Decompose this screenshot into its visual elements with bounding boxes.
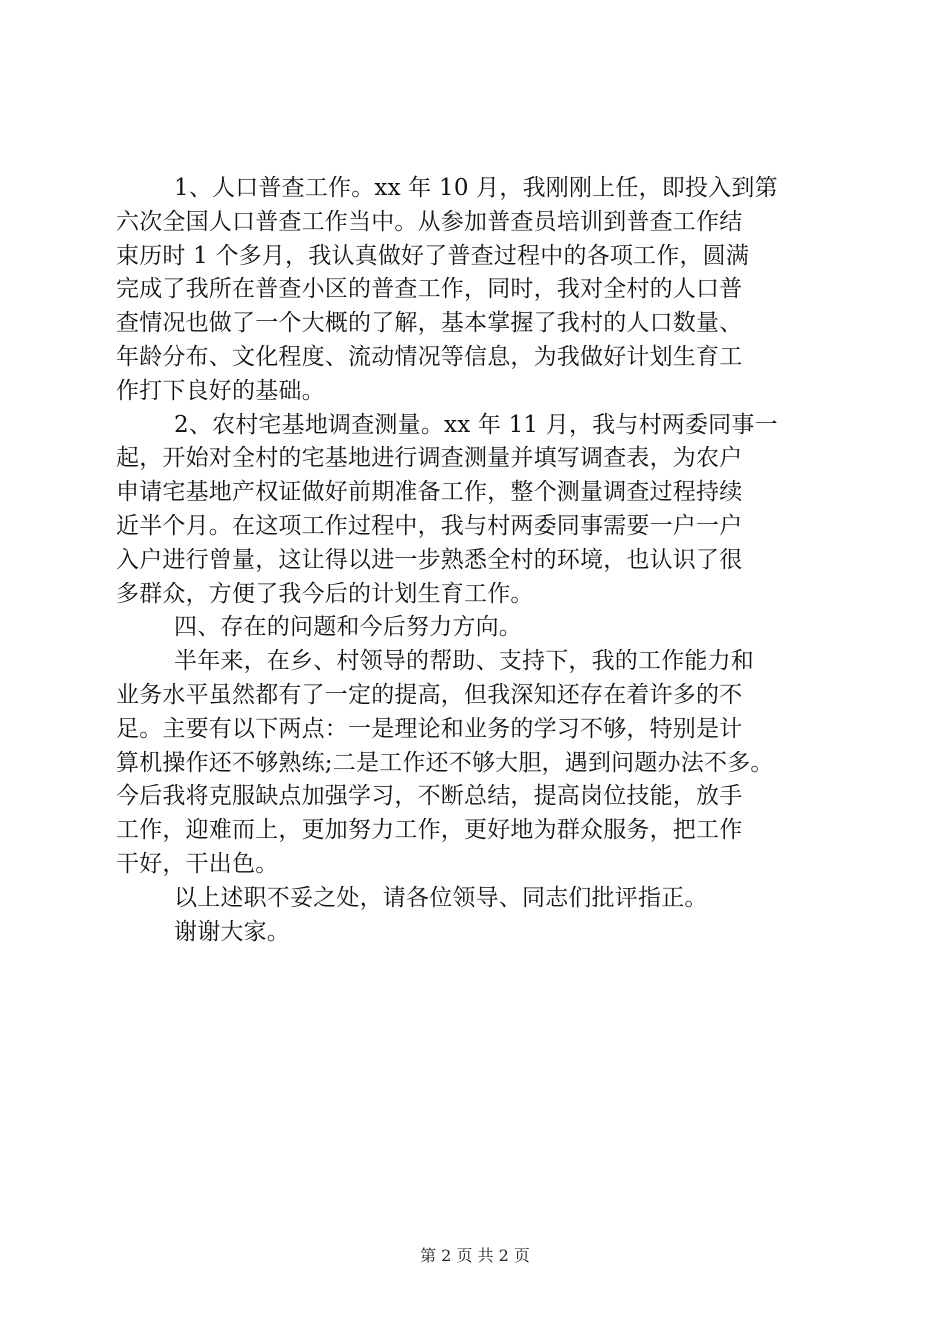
text-line: 今后我将克服缺点加强学习，不断总结，提高岗位技能，放手: [116, 783, 743, 810]
text-line: 查情况也做了一个大概的了解，基本掌握了我村的人口数量、: [116, 310, 743, 337]
text-line: 作打下良好的基础。: [116, 377, 325, 404]
text-line: 半年来，在乡、村领导的帮助、支持下，我的工作能力和: [174, 648, 754, 675]
text-line: 完成了我所在普查小区的普查工作，同时，我对全村的人口普: [116, 276, 743, 303]
text-line: 近半个月。在这项工作过程中，我与村两委同事需要一户一户: [116, 512, 743, 539]
text-line: 申请宅基地产权证做好前期准备工作，整个测量调查过程持续: [116, 479, 743, 506]
text-line: 起，开始对全村的宅基地进行调查测量并填写调查表，为农户: [116, 445, 743, 472]
text-line: 算机操作还不够熟练;二是工作还不够大胆，遇到问题办法不多。: [116, 749, 774, 776]
text-line: 入户进行曾量，这让得以进一步熟悉全村的环境，也认识了很: [116, 546, 743, 573]
text-line: 四、存在的问题和今后努力方向。: [174, 614, 522, 641]
text-line: 1、人口普查工作。xx 年 10 月，我刚刚上任，即投入到第: [174, 175, 778, 201]
text-line: 业务水平虽然都有了一定的提高，但我深知还存在着许多的不: [116, 681, 743, 708]
text-line: 足。主要有以下两点：一是理论和业务的学习不够，特别是计: [116, 715, 743, 742]
text-line: 多群众，方便了我今后的计划生育工作。: [116, 580, 534, 607]
text-line: 干好，干出色。: [116, 850, 279, 877]
text-line: 六次全国人口普查工作当中。从参加普查员培训到普查工作结: [116, 208, 743, 235]
document-body: [116, 172, 836, 949]
text-line: 2、农村宅基地调查测量。xx 年 11 月，我与村两委同事一: [174, 411, 778, 438]
text-line: 谢谢大家。: [174, 918, 290, 945]
text-line: 工作，迎难而上，更加努力工作，更好地为群众服务，把工作: [116, 817, 743, 844]
text-line: 年龄分布、文化程度、流动情况等信息，为我做好计划生育工: [116, 343, 743, 370]
text-line: 以上述职不妥之处，请各位领导、同志们批评指正。: [174, 884, 708, 911]
page-footer: 第 2 页 共 2 页: [420, 1246, 530, 1265]
text-line: 束历时 1 个多月，我认真做好了普查过程中的各项工作，圆满: [116, 242, 750, 269]
